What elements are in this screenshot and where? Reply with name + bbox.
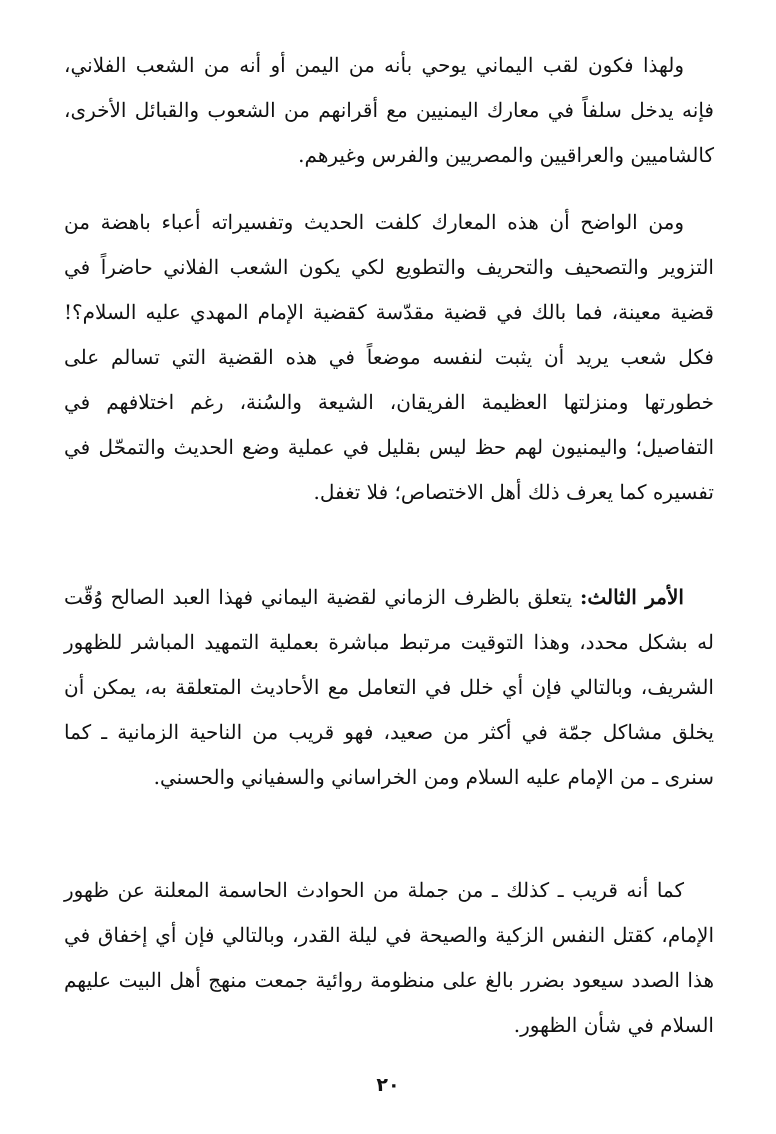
paragraph-3 <box>64 575 714 800</box>
page-number: ٢٠ <box>376 1074 400 1096</box>
paragraph-1-text: ولهذا فكون لقب اليماني يوحي بأنه من اليمن أو أنه من الشعب الفلاني، فإنه يدخل سلفاً في معارك اليمنيين مع أقرانهم من الشعوب والقبائل الأخرى، كالشاميين والعراقيين والمصريين والفرس وغيرهم. <box>64 53 714 167</box>
paragraph-3-body <box>64 575 714 800</box>
paragraph-3-text: يتعلق بالظرف الزماني لقضية اليماني فهذا العبد الصالح وُقّت له بشكل محدد، وهذا التوقيت مرتبط مباشرة بعملية التمهيد المباشر للظهور الشريف، وبالتالي فإن أي خلل في التعامل مع الأحاديث المتعلقة به، يمكن أن يخلق مشاكل جمّة في أكثر من صعيد، فهو قريب من الناحية الزمانية ـ كما سنرى ـ من الإمام عليه السلام ومن الخراساني والسفياني والحسني. <box>64 585 714 789</box>
paragraph-2-text: ومن الواضح أن هذه المعارك كلفت الحديث وتفسيراته أعباء باهضة من التزوير والتصحيف والتحريف والتطويع لكي يكون الشعب الفلاني حاضراً في قضية معينة، فما بالك في قضية مقدّسة كقضية الإمام المهدي عليه السلام؟! فكل شعب يريد أن يثبت لنفسه موضعاً في هذه القضية التي تسالم على خطورتها ومنزلتها العظيمة الفريقان، الشيعة والسُنة، رغم اختلافهم في التفاصيل؛ واليمنيون لهم حظ ليس بقليل في عملية وضع الحديث والتمحّل في تفسيره كما يعرف ذلك أهل الاختصاص؛ فلا تغفل. <box>64 210 714 504</box>
section-heading: الأمر الثالث: <box>579 585 684 609</box>
paragraph-1 <box>64 43 714 178</box>
paragraph-4-text: كما أنه قريب ـ كذلك ـ من جملة من الحوادث الحاسمة المعلنة عن ظهور الإمام، كقتل النفس الزكية والصيحة في ليلة القدر، وبالتالي فإن أي إخفاق في هذا الصدد سيعود بضرر بالغ على منظومة روائية جمعت منهج أهل البيت عليهم السلام في شأن الظهور. <box>64 878 714 1037</box>
paragraph-2 <box>64 200 714 515</box>
paragraph-4 <box>64 868 714 1048</box>
